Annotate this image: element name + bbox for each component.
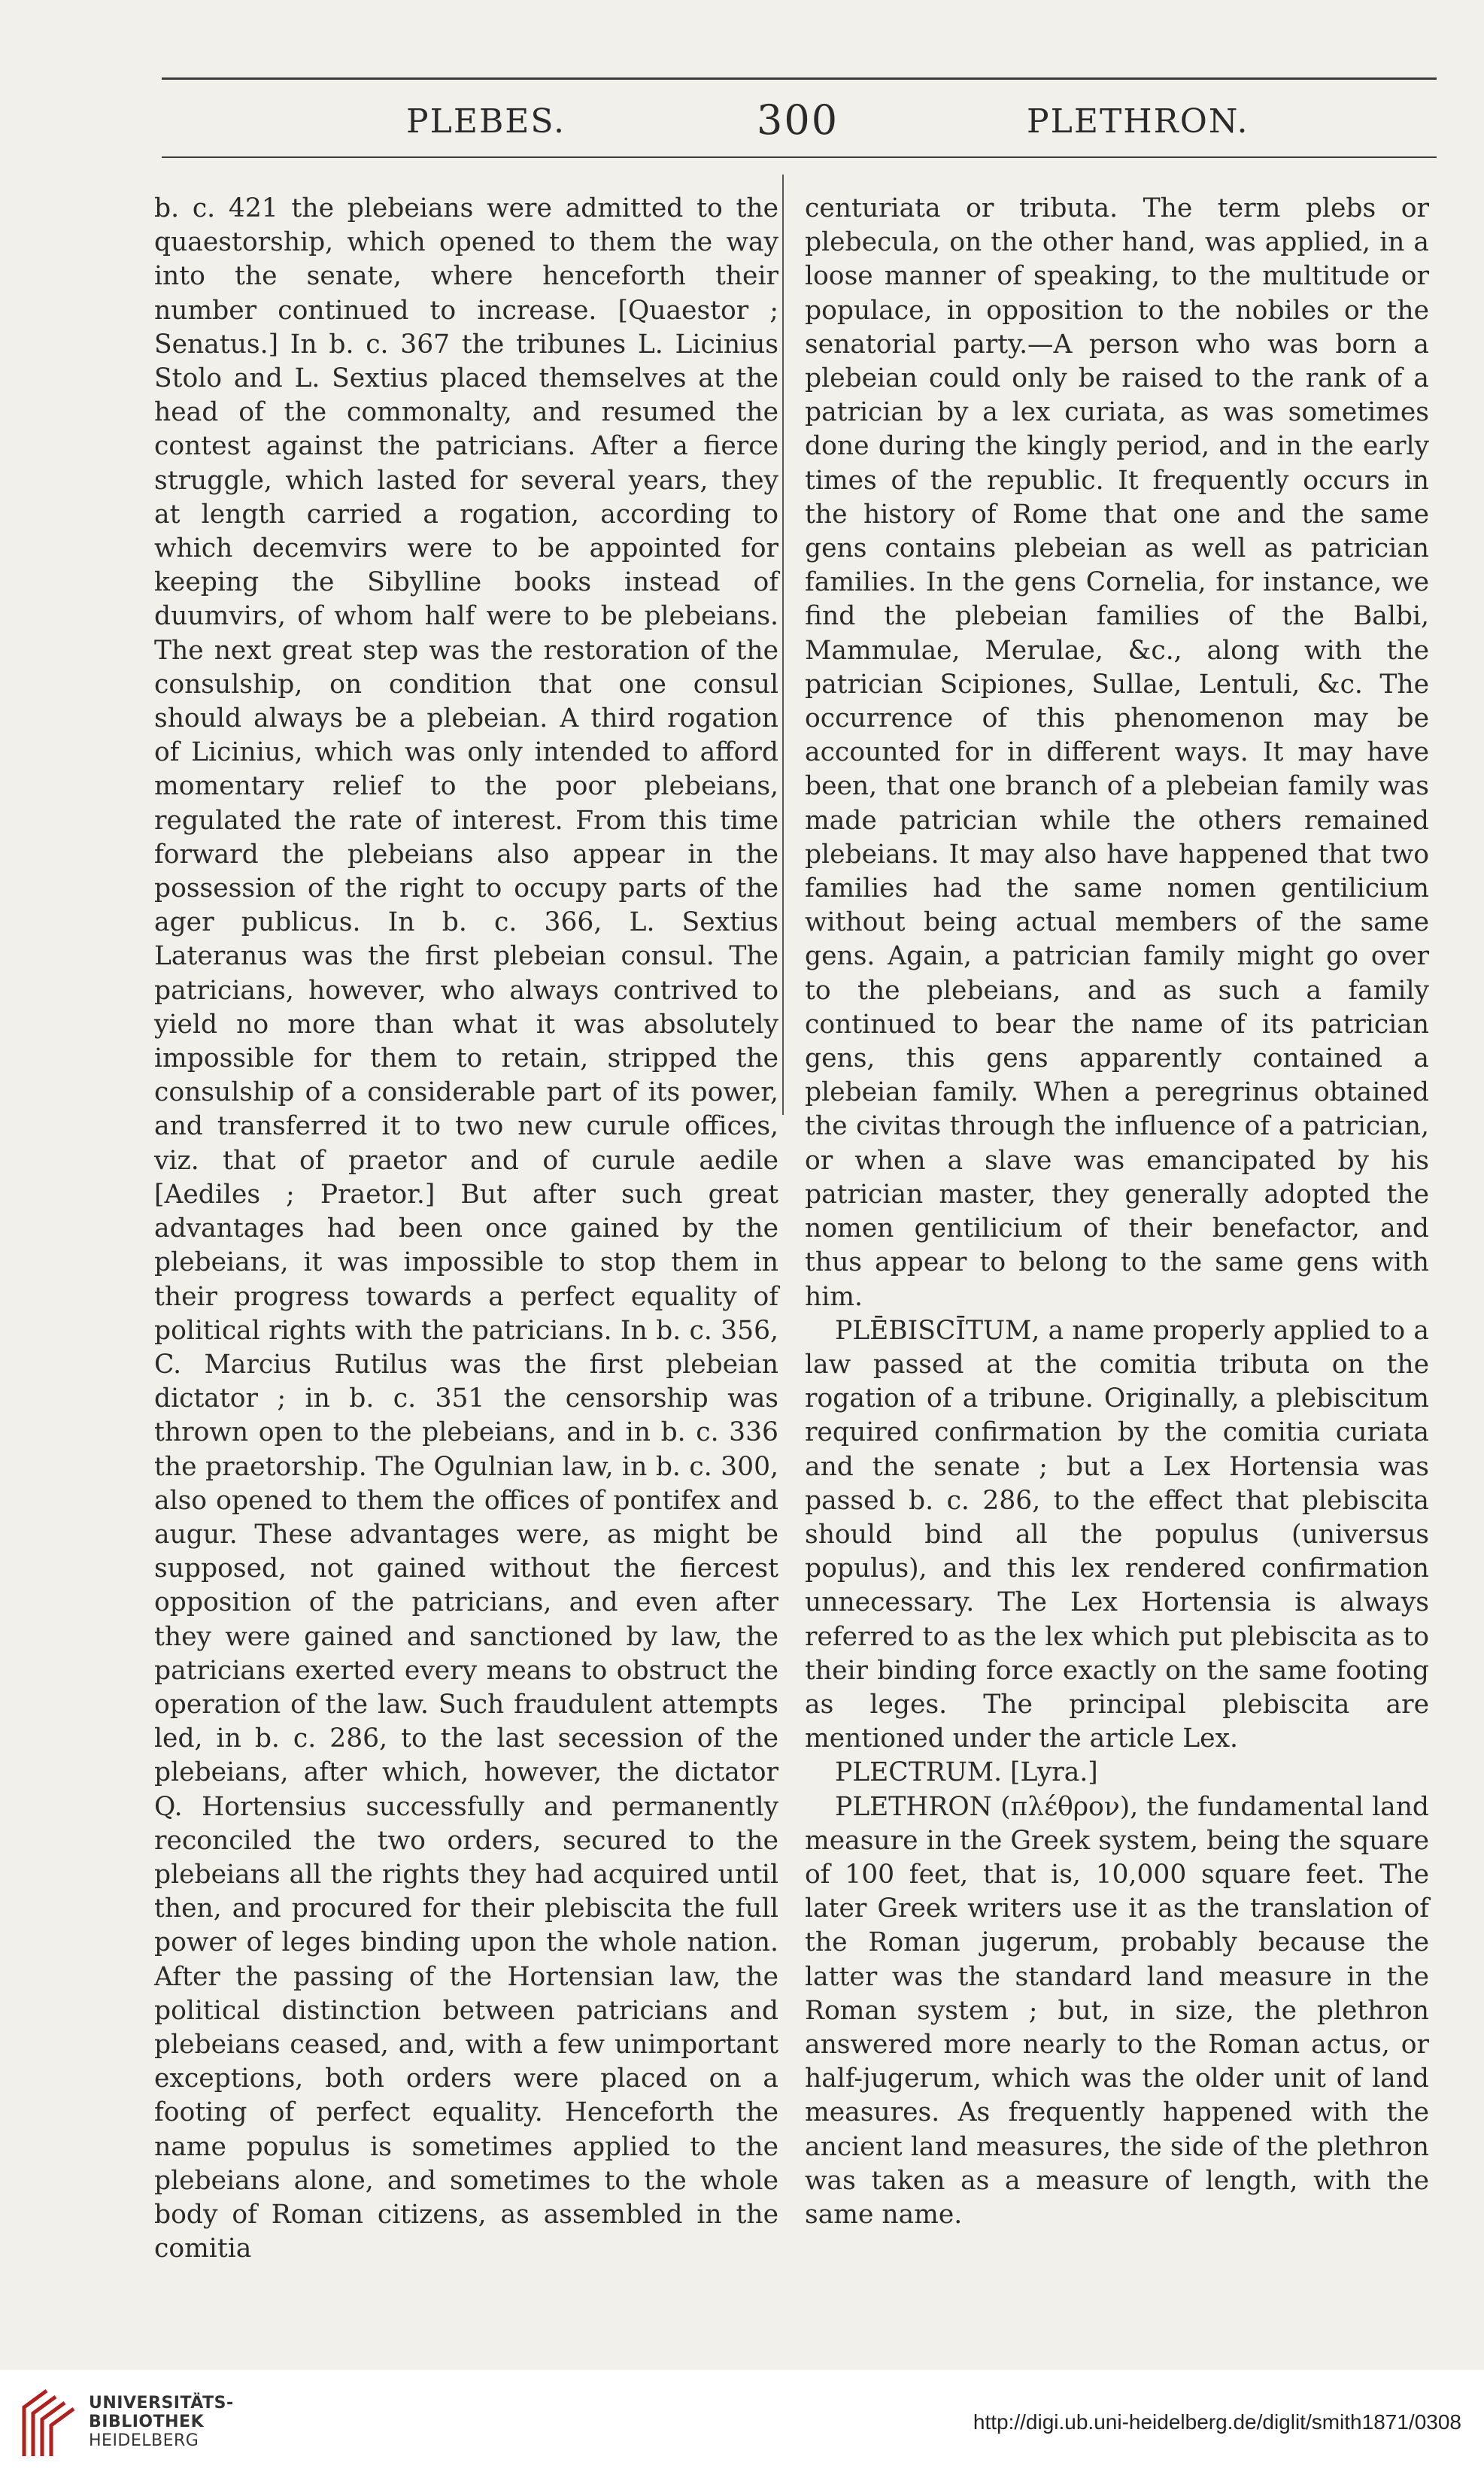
running-header [150, 96, 1429, 149]
header-right-word: PLETHRON. [1027, 102, 1249, 141]
paragraph: b. c. 421 the plebeians were admitted to the quaestorship, which opened to them the way into the senate, where henceforth their number continued to increase. [Quaestor ; Senatus.] In b. c. 367 the tribunes L. Licinius Stolo and L. Sextius placed themselves at the head of the commonalty, and resumed the contest against the patricians. After a fierce struggle, which lasted for several years, they at length carried a rogation, according to which decemvirs were to be appointed for keeping the Sibylline books instead of duumvirs, of whom half were to be plebeians. The next great step was the restoration of the consulship, on condition that one consul should always be a plebeian. A third rogation of Licinius, which was only intended to afford momentary relief to the poor plebeians, regulated the rate of interest. From this time forward the plebeians also appear in the possession of the right to occupy parts of the ager publicus. In b. c. 366, L. Sextius Lateranus was the first plebeian consul. The patricians, however, who always contrived to yield no more than what it was absolutely impossible for them to retain, stripped the consulship of a considerable part of its power, and transferred it to two new curule offices, viz. that of praetor and of curule aedile [Aediles ; Praetor.] But after such great advantages had been once gained by the plebeians, it was impossible to stop them in their progress towards a perfect equality of political rights with the patricians. In b. c. 356, C. Marcius Rutilus was the first plebeian dictator ; in b. c. 351 the censorship was thrown open to the plebeians, and in b. c. 336 the praetorship. The Ogulnian law, in b. c. 300, also opened to them the offices of pontifex and augur. These advantages were, as might be supposed, not gained without the fiercest opposition of the patricians, and even after they were gained and sanctioned by law, the patricians exerted every means to obstruct the operation of the law. Such fraudulent attempts led, in b. c. 286, to the last secession of the plebeians, after which, however, the dictator Q. Hortensius successfully and permanently reconciled the two orders, secured to the plebeians all the rights they had acquired until then, and procured for their plebiscita the full power of leges binding upon the whole nation. After the passing of the Hortensian law, the political distinction between patricians and plebeians ceased, and, with a few unimportant exceptions, both orders were placed on a footing of perfect equality. Henceforth the name populus is sometimes applied to the plebeians alone, and sometimes to the whole body of Roman citizens, as assembled in the comitia [154, 193, 778, 2264]
source-url-link[interactable]: http://digi.ub.uni-heidelberg.de/diglit/smith1871/0308 [973, 2410, 1461, 2434]
library-name: UNIVERSITÄTS- BIBLIOTHEK HEIDELBERG [89, 2394, 234, 2450]
column-divider [782, 175, 784, 1115]
paragraph: centuriata or tributa. The term plebs or plebecula, on the other hand, was applied, in a loose manner of speaking, to the multitude or populace, in opposition to the nobiles or the senatorial party.—A person who was born a plebeian could only be raised to the rank of a patrician by a lex curiata, as was sometimes done during the kingly period, and in the early times of the republic. It frequently occurs in the history of Rome that one and the same gens contains plebeian as well as patrician families. In the gens Cornelia, for instance, we find the plebeian families of the Balbi, Mammulae, Merulae, &c., along with the patrician Scipiones, Sullae, Lentuli, &c. The occurrence of this phenomenon may be accounted for in different ways. It may have been, that one branch of a plebeian family was made patrician while the others remained plebeians. It may also have happened that two families had the same nomen gentilicium without being actual members of the same gens. Again, a patrician family might go over to the plebeians, and as such a family continued to bear the name of its patrician gens, this gens apparently contained a plebeian family. When a peregrinus obtained the civitas through the influence of a patrician, or when a slave was emancipated by his patrician master, they generally adopted the nomen gentilicium of their benefactor, and thus appear to belong to the same gens with him. [805, 193, 1429, 1312]
right-column [805, 192, 1429, 2232]
header-rule [162, 156, 1437, 158]
page-number: 300 [757, 96, 839, 144]
header-left-word: PLEBES. [406, 102, 566, 141]
viewer-footer [0, 2370, 1484, 2478]
library-logo-icon [17, 2385, 83, 2460]
paragraph: PLĒBISCĪTUM, a name properly applied to a law passed at the comitia tributa on the rogation of a tribune. Originally, a plebiscitum required confirmation by the comitia curiata and the senate ; but a Lex Hortensia was passed b. c. 286, to the effect that plebiscita should bind all the populus (universus populus), and this lex rendered confirmation unnecessary. The Lex Hortensia is always referred to as the lex which put plebiscita as to their binding force exactly on the same footing as leges. The principal plebiscita are mentioned under the article Lex. [805, 1315, 1429, 1754]
paragraph: PLECTRUM. [Lyra.] [835, 1757, 1098, 1788]
top-rule [162, 77, 1437, 80]
paragraph: PLETHRON (πλέθρον), the fundamental land measure in the Greek system, being the square of 100 feet, that is, 10,000 square feet. The later Greek writers use it as the translation of the Roman jugerum, probably because the latter was the standard land measure in the Roman system ; but, in size, the plethron answered more nearly to the Roman actus, or half-jugerum, which was the older unit of land measures. As frequently happened with the ancient land measures, the side of the plethron was taken as a measure of length, with the same name. [805, 1791, 1429, 2230]
left-column [154, 192, 778, 2266]
